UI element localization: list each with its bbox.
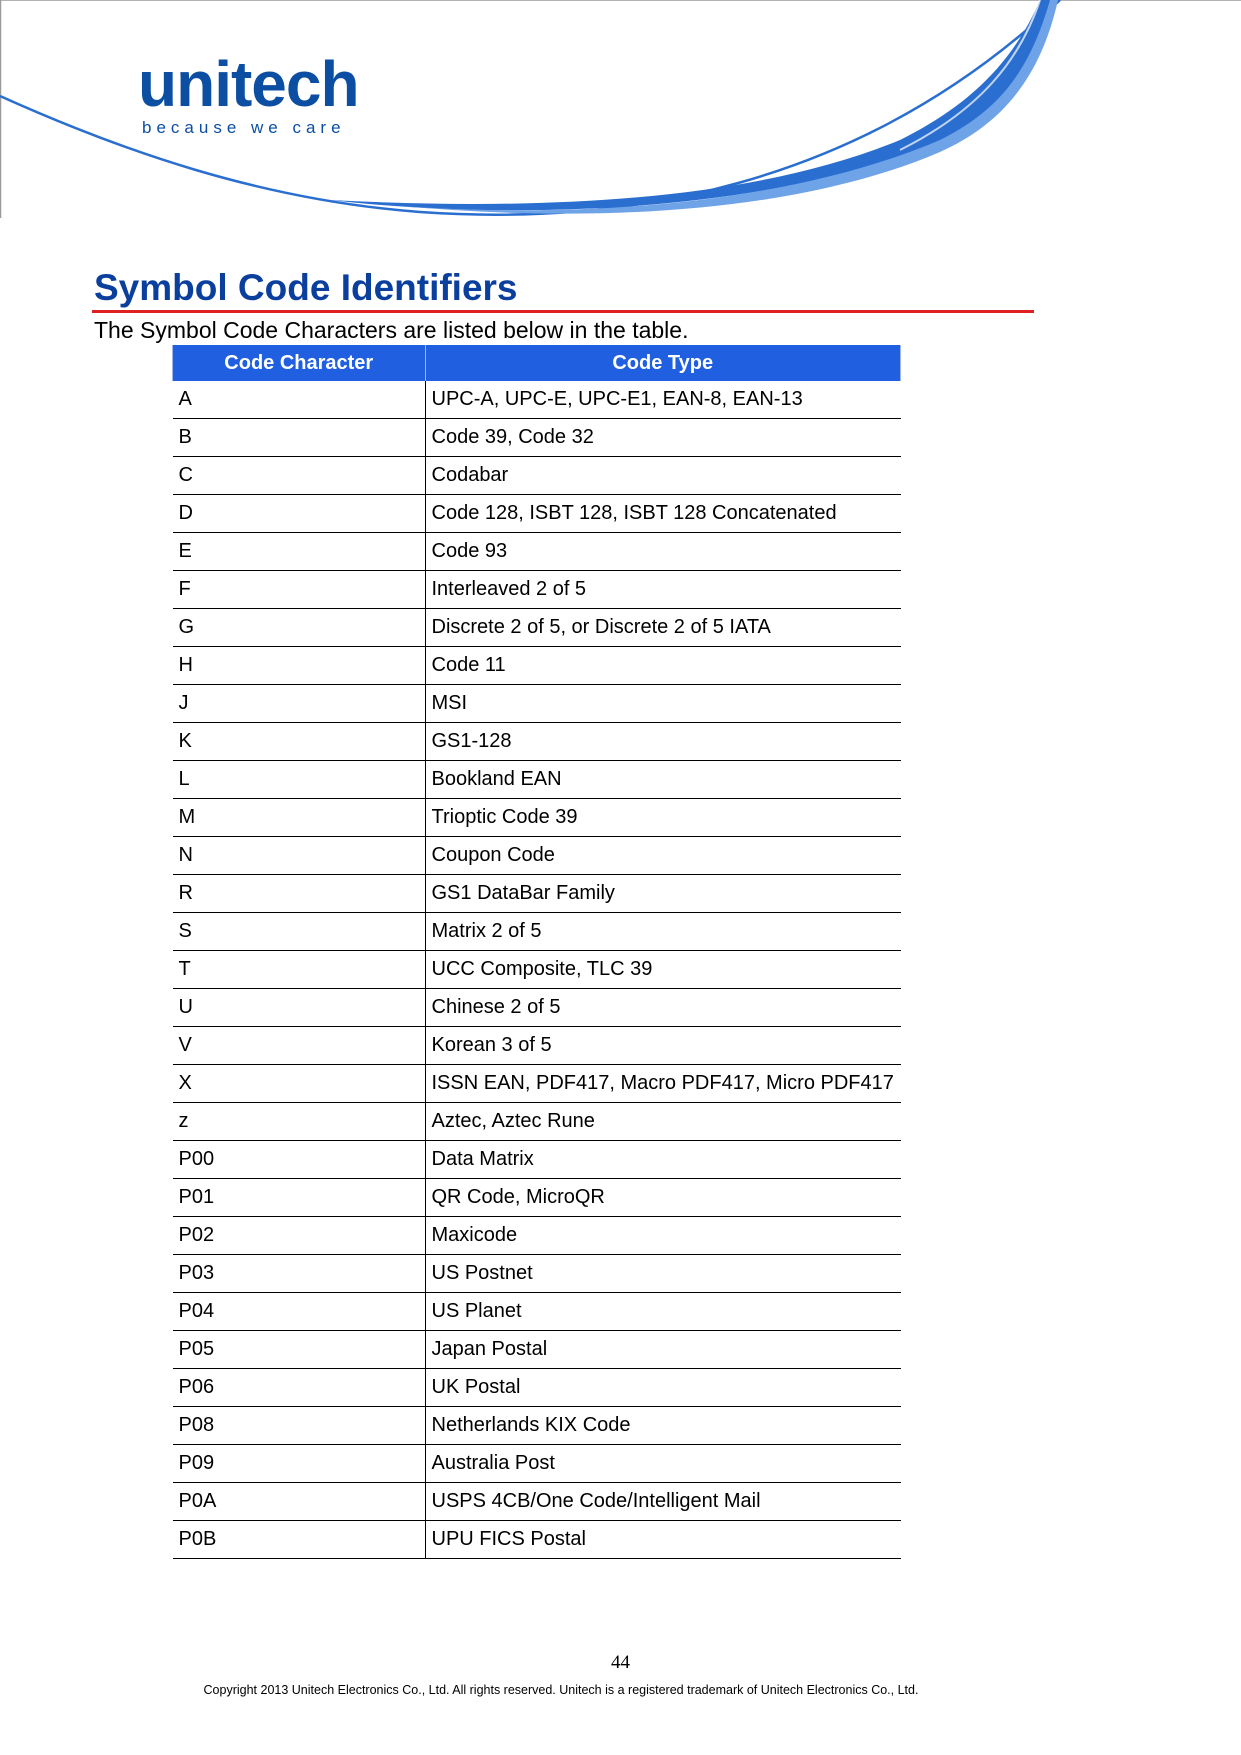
code-character-cell: E [173, 533, 426, 571]
code-character-cell: P01 [173, 1179, 426, 1217]
code-character-cell: P06 [173, 1369, 426, 1407]
table-row [173, 1521, 901, 1559]
table-body [173, 381, 901, 1559]
table-row [173, 1483, 901, 1521]
table-row [173, 1179, 901, 1217]
code-type-cell: Codabar [425, 457, 901, 495]
table-row [173, 1065, 901, 1103]
code-character-cell: H [173, 647, 426, 685]
table-row [173, 1255, 901, 1293]
code-character-cell: D [173, 495, 426, 533]
table-row [173, 951, 901, 989]
code-character-cell: R [173, 875, 426, 913]
code-type-cell: Japan Postal [425, 1331, 901, 1369]
table-row [173, 1445, 901, 1483]
code-type-cell: Aztec, Aztec Rune [425, 1103, 901, 1141]
code-character-cell: S [173, 913, 426, 951]
symbol-code-table [172, 345, 901, 1559]
code-character-cell: P09 [173, 1445, 426, 1483]
code-type-cell: GS1 DataBar Family [425, 875, 901, 913]
header-code-type: Code Type [425, 345, 901, 381]
code-character-cell: P0B [173, 1521, 426, 1559]
table-row [173, 495, 901, 533]
page-number: 44 [611, 1652, 630, 1673]
table-row [173, 1369, 901, 1407]
code-type-cell: Australia Post [425, 1445, 901, 1483]
code-character-cell: J [173, 685, 426, 723]
table-row [173, 457, 901, 495]
code-type-cell: USPS 4CB/One Code/Intelligent Mail [425, 1483, 901, 1521]
code-type-cell: Code 93 [425, 533, 901, 571]
code-type-cell: Interleaved 2 of 5 [425, 571, 901, 609]
code-type-cell: Bookland EAN [425, 761, 901, 799]
title-underline [92, 310, 1034, 313]
table-row [173, 419, 901, 457]
code-character-cell: P03 [173, 1255, 426, 1293]
code-type-cell: Trioptic Code 39 [425, 799, 901, 837]
code-character-cell: P00 [173, 1141, 426, 1179]
code-character-cell: L [173, 761, 426, 799]
logo-tagline: because we care [142, 118, 346, 137]
code-type-cell: Netherlands KIX Code [425, 1407, 901, 1445]
code-character-cell: X [173, 1065, 426, 1103]
table-row [173, 761, 901, 799]
code-character-cell: P0A [173, 1483, 426, 1521]
code-type-cell: Data Matrix [425, 1141, 901, 1179]
table-row [173, 1407, 901, 1445]
table-row [173, 913, 901, 951]
code-type-cell: UPU FICS Postal [425, 1521, 901, 1559]
code-type-cell: Chinese 2 of 5 [425, 989, 901, 1027]
code-type-cell: UK Postal [425, 1369, 901, 1407]
table-row [173, 533, 901, 571]
code-type-cell: Code 39, Code 32 [425, 419, 901, 457]
code-character-cell: P02 [173, 1217, 426, 1255]
unitech-logo [138, 48, 359, 138]
code-character-cell: V [173, 1027, 426, 1065]
code-type-cell: US Postnet [425, 1255, 901, 1293]
code-character-cell: B [173, 419, 426, 457]
table-row [173, 571, 901, 609]
table-row [173, 1027, 901, 1065]
code-character-cell: M [173, 799, 426, 837]
code-type-cell: Code 11 [425, 647, 901, 685]
code-character-cell: U [173, 989, 426, 1027]
code-type-cell: UCC Composite, TLC 39 [425, 951, 901, 989]
code-character-cell: K [173, 723, 426, 761]
table-row [173, 1103, 901, 1141]
code-type-cell: MSI [425, 685, 901, 723]
code-type-cell: UPC-A, UPC-E, UPC-E1, EAN-8, EAN-13 [425, 381, 901, 419]
code-type-cell: Discrete 2 of 5, or Discrete 2 of 5 IATA [425, 609, 901, 647]
table-row [173, 647, 901, 685]
code-type-cell: ISSN EAN, PDF417, Macro PDF417, Micro PDF417 [425, 1065, 901, 1103]
table-row [173, 837, 901, 875]
code-character-cell: C [173, 457, 426, 495]
table-row [173, 685, 901, 723]
table-header-row [173, 345, 901, 381]
table-row [173, 875, 901, 913]
code-type-cell: Matrix 2 of 5 [425, 913, 901, 951]
code-character-cell: P08 [173, 1407, 426, 1445]
code-character-cell: G [173, 609, 426, 647]
code-type-cell: Code 128, ISBT 128, ISBT 128 Concatenated [425, 495, 901, 533]
code-character-cell: N [173, 837, 426, 875]
table-row [173, 1217, 901, 1255]
intro-text: The Symbol Code Characters are listed below in the table. [94, 317, 689, 343]
table-row [173, 989, 901, 1027]
table-row [173, 723, 901, 761]
header-code-character: Code Character [173, 345, 426, 381]
code-character-cell: F [173, 571, 426, 609]
table-row [173, 609, 901, 647]
code-type-cell: GS1-128 [425, 723, 901, 761]
copyright-notice: Copyright 2013 Unitech Electronics Co., Ltd. All rights reserved. Unitech is a registered trademark of Unitech Electronics Co., Ltd. [203, 1683, 919, 1697]
logo-wordmark: unitech [138, 48, 359, 120]
table-row [173, 1331, 901, 1369]
code-character-cell: z [173, 1103, 426, 1141]
code-type-cell: Maxicode [425, 1217, 901, 1255]
table-row [173, 1293, 901, 1331]
code-character-cell: P04 [173, 1293, 426, 1331]
code-character-cell: A [173, 381, 426, 419]
code-type-cell: QR Code, MicroQR [425, 1179, 901, 1217]
page-title: Symbol Code Identifiers [94, 267, 518, 308]
code-type-cell: US Planet [425, 1293, 901, 1331]
code-character-cell: P05 [173, 1331, 426, 1369]
table-row [173, 799, 901, 837]
table-row [173, 1141, 901, 1179]
code-character-cell: T [173, 951, 426, 989]
table-row [173, 381, 901, 419]
code-type-cell: Korean 3 of 5 [425, 1027, 901, 1065]
code-type-cell: Coupon Code [425, 837, 901, 875]
